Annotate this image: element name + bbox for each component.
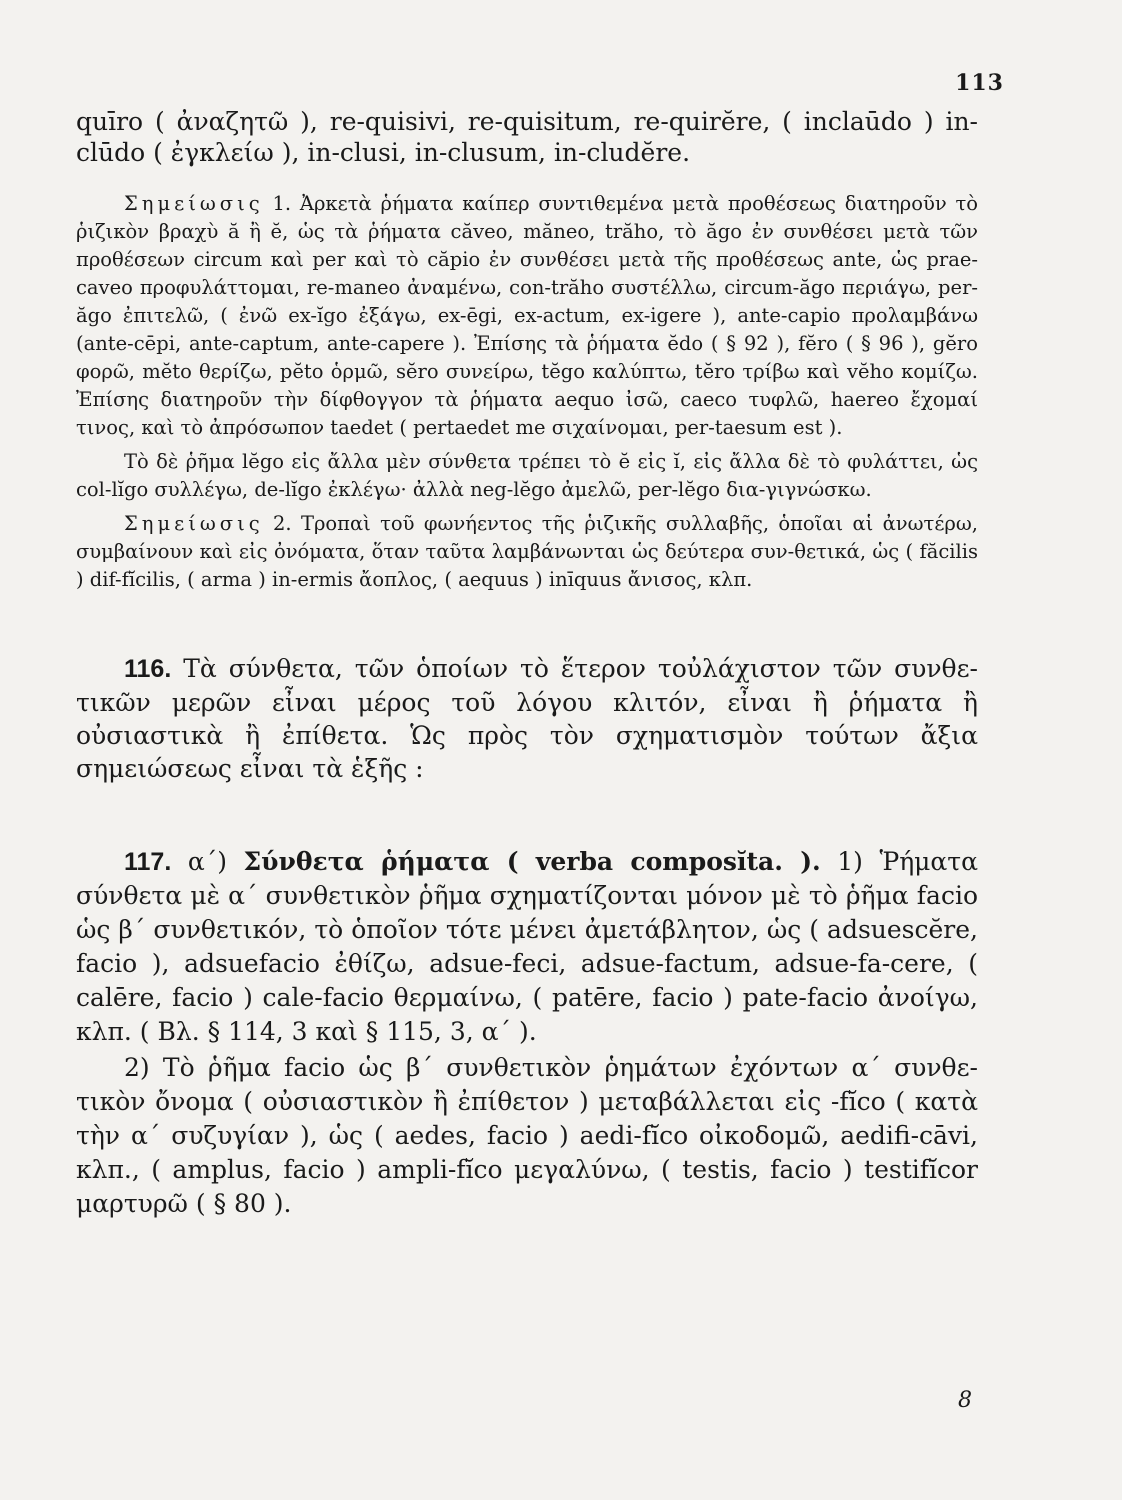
section-116-text: Τὰ σύνθετα, τῶν ὁποίων τὸ ἕτερον τοὐλάχιστον τῶν συνθε-τικῶν μερῶν εἶναι μέρος τοῦ λόγου κλιτόν, εἶναι ἢ ῥήματα ἢ οὐσιαστικὰ ἢ ἐπίθετα. Ὡς πρὸς τὸν σχηματισμὸν τούτων ἄξια σημειώσεως εἶναι τὰ ἑξῆς :	[76, 654, 979, 783]
lego-paragraph: Τὸ δὲ ῥῆμα lĕgo εἰς ἄλλα μὲν σύνθετα τρέπει τὸ ĕ εἰς ĭ, εἰς ἄλλα δὲ τὸ φυλάττει, ὡς col-lĭgo συλλέγω, de-lĭgo ἐκλέγω· ἀλλὰ neg-lĕgo ἀμελῶ, per-lĕgo δια-γιγνώσκω.	[76, 450, 978, 501]
note-2-body: 2. Τροπαὶ τοῦ φωνήεντος τῆς ῥιζικῆς συλλαβῆς, ὁποῖαι αἱ ἀνωτέρω, συμβαίνουν καὶ εἰς ὀνόματα, ὅταν ταῦτα λαμβάνωνται ὡς δεύτερα συν-θετικά, ὡς ( făcilis ) dif-fĭcilis, ( arma ) in-ermis ἄοπλος, ( aequus ) inīquus ἄνισος, κλπ.	[76, 512, 978, 591]
note-2-paragraph	[76, 510, 978, 594]
section-117-alpha: α΄)	[187, 847, 227, 876]
note-1-paragraph	[76, 190, 978, 442]
section-117-text: 1) Ῥήματα σύνθετα μὲ α΄ συνθετικὸν ῥῆμα σχηματίζονται μόνον μὲ τὸ ῥῆμα facio ὡς β΄ συνθετικόν, τὸ ὁποῖον τότε μένει ἀμετάβλητον, ὡς ( adsuescĕre, facio ), adsuefacio ἐθίζω, adsue-feci, adsue-factum, adsue-fa-cere, ( calēre, facio ) cale-facio θερμαίνω, ( patēre, facio ) pate-facio ἀνοίγω, κλπ. ( Βλ. § 114, 3 καὶ § 115, 3, α΄ ).	[76, 847, 979, 1046]
note-2-label: Σημείωσις	[124, 512, 264, 535]
section-116-number: 116.	[124, 655, 172, 683]
signature-mark: 8	[958, 1388, 972, 1413]
page-body	[76, 106, 978, 1221]
section-117-paragraph	[76, 845, 978, 1049]
section-116-paragraph	[76, 652, 978, 785]
page-number: 113	[955, 70, 1004, 96]
intro-paragraph: quīro ( ἀναζητῶ ), re-quisivi, re-quisitum, re-quirĕre, ( inclaūdo ) in-clūdo ( ἐγκλείω ), in-clusi, in-clusum, in-cludĕre.	[76, 107, 978, 167]
section-117-number: 117.	[124, 848, 172, 876]
subpoint-2-paragraph: 2) Τὸ ῥῆμα facio ὡς β΄ συνθετικὸν ῥημάτων ἐχόντων α΄ συνθε-τικὸν ὄνομα ( οὐσιαστικὸν ἢ ἐπίθετον ) μεταβάλλεται εἰς -fĭco ( κατὰ τὴν α΄ συζυγίαν ), ὡς ( aedes, facio ) aedi-fĭco οἰκοδομῶ, aedifi-cāvi, κλπ., ( amplus, facio ) ampli-fĭco μεγαλύνω, ( testis, facio ) testifĭcor μαρτυρῶ ( § 80 ).	[76, 1053, 978, 1218]
section-117-heading: Σύνθετα ῥήματα ( verba composĭta. ).	[243, 847, 821, 876]
note-1-body: 1. Ἀρκετὰ ῥήματα καίπερ συντιθεμένα μετὰ προθέσεως διατηροῦν τὸ ῥιζικὸν βραχὺ ă ἢ ĕ, ὡς τὰ ῥήματα căveo, măneo, trăho, τὸ ăgo ἐν συνθέσει μετὰ τῶν προθέσεων circum καὶ per καὶ τὸ căpio ἐν συνθέσει μετὰ τῆς προθέσεως ante, ὡς prae-caveo προφυλάττομαι, re-maneo ἀναμένω, con-trăho συστέλλω, circum-ăgo περιάγω, per-ăgo ἐπιτελῶ, ( ἐνῶ ex-ĭgo ἐξάγω, ex-ēgi, ex-actum, ex-igere ), ante-capio προλαμβάνω (ante-cēpi, ante-captum, ante-capere ). Ἐπίσης τὰ ῥήματα ĕdo ( § 92 ), fĕro ( § 96 ), gĕro φορῶ, mĕto θερίζω, pĕto ὁρμῶ, sĕro συνείρω, tĕgo καλύπτω, tĕro τρίβω καὶ vĕho κομίζω. Ἐπίσης διατηροῦν τὴν δίφθογγον τὰ ῥήματα aequo ἰσῶ, caeco τυφλῶ, haereo ἔχομαί τινος, καὶ τὸ ἀπρόσωπον taedet ( pertaedet me σιχαίνομαι, per-taesum est ).	[76, 192, 979, 439]
note-1-label: Σημείωσις	[124, 192, 264, 215]
